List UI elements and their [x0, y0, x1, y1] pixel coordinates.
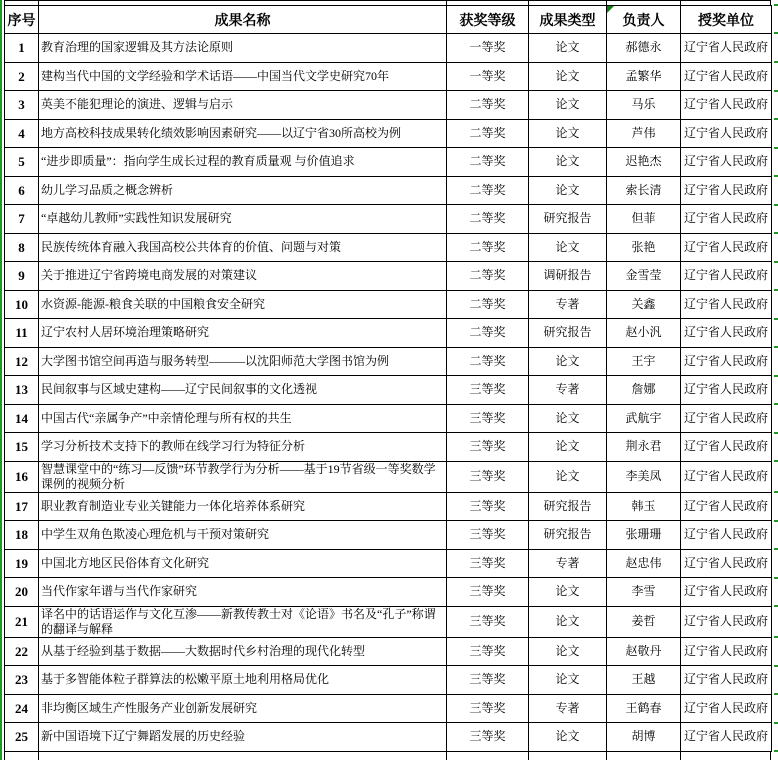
awarding-unit[interactable]: 辽宁省人民政府 [681, 176, 772, 205]
result-type[interactable]: 论文 [529, 666, 607, 695]
result-type[interactable]: 论文 [529, 461, 607, 492]
table-row [5, 521, 772, 550]
result-type[interactable]: 论文 [529, 176, 607, 205]
gridline-tick [774, 460, 778, 462]
result-title[interactable]: 辽宁农村人居环境治理策略研究 [39, 319, 447, 348]
gridline-tick [774, 261, 778, 263]
error-indicator-icon [607, 6, 614, 13]
gridline-tick [774, 665, 778, 667]
award-level[interactable]: 二等奖 [447, 319, 529, 348]
header-awarding-unit[interactable]: 授奖单位 [681, 6, 772, 34]
awarding-unit[interactable]: 辽宁省人民政府 [681, 205, 772, 234]
leader-name[interactable]: 马乐 [607, 91, 681, 120]
header-row [5, 6, 772, 34]
result-type[interactable]: 专著 [529, 290, 607, 319]
awarding-unit[interactable]: 辽宁省人民政府 [681, 492, 772, 521]
table-row [5, 347, 772, 376]
award-level[interactable]: 三等奖 [447, 723, 529, 752]
result-title[interactable]: 英美不能犯理论的演进、逻辑与启示 [39, 91, 447, 120]
row-number[interactable]: 9 [5, 262, 39, 291]
column-border-stub-bottom [446, 752, 447, 760]
award-level[interactable]: 二等奖 [447, 148, 529, 177]
result-title[interactable]: 中国北方地区民俗体育文化研究 [39, 549, 447, 578]
row-number[interactable]: 5 [5, 148, 39, 177]
table-row [5, 119, 772, 148]
awarding-unit[interactable]: 辽宁省人民政府 [681, 262, 772, 291]
row-number[interactable]: 3 [5, 91, 39, 120]
gridline-tick [774, 32, 778, 34]
awarding-unit[interactable]: 辽宁省人民政府 [681, 34, 772, 63]
column-border-stub-bottom [680, 752, 681, 760]
award-level[interactable]: 二等奖 [447, 176, 529, 205]
result-type[interactable]: 调研报告 [529, 262, 607, 291]
table-row [5, 461, 772, 492]
leader-name[interactable]: 赵敬丹 [607, 637, 681, 666]
result-title[interactable]: 中国古代“亲属争产”中亲情伦理与所有权的共生 [39, 404, 447, 433]
gridline-tick [774, 722, 778, 724]
awarding-unit[interactable]: 辽宁省人民政府 [681, 91, 772, 120]
result-type[interactable]: 专著 [529, 376, 607, 405]
row-number[interactable]: 1 [5, 34, 39, 63]
table-row [5, 578, 772, 607]
result-title[interactable]: “卓越幼儿教师”实践性知识发展研究 [39, 205, 447, 234]
gridline-tick [774, 548, 778, 550]
leader-name[interactable]: 王宇 [607, 347, 681, 376]
result-type[interactable]: 论文 [529, 404, 607, 433]
leader-name[interactable]: 荆永君 [607, 433, 681, 462]
award-level[interactable]: 三等奖 [447, 606, 529, 637]
award-level[interactable]: 三等奖 [447, 376, 529, 405]
row-number[interactable]: 25 [5, 723, 39, 752]
leader-name[interactable]: 赵小汎 [607, 319, 681, 348]
table-row [5, 606, 772, 637]
result-title[interactable]: 民间叙事与区域史建构——辽宁民间叙事的文化透视 [39, 376, 447, 405]
award-level[interactable]: 三等奖 [447, 666, 529, 695]
gridline-tick [774, 147, 778, 149]
result-title[interactable]: 教育治理的国家逻辑及其方法论原则 [39, 34, 447, 63]
row-number[interactable]: 6 [5, 176, 39, 205]
gridline-tick [774, 318, 778, 320]
gridline-tick [774, 4, 778, 6]
result-title[interactable]: 中学生双角色欺凌心理危机与干预对策研究 [39, 521, 447, 550]
row-number[interactable]: 10 [5, 290, 39, 319]
result-type[interactable]: 论文 [529, 119, 607, 148]
column-border-stub-bottom [4, 752, 5, 760]
leader-name[interactable]: 韩玉 [607, 492, 681, 521]
result-title[interactable]: 非均衡区域生产性服务产业创新发展研究 [39, 694, 447, 723]
left-gridline [0, 0, 2, 760]
awarding-unit[interactable]: 辽宁省人民政府 [681, 578, 772, 607]
leader-name[interactable]: 张艳 [607, 233, 681, 262]
gridline-tick [774, 693, 778, 695]
result-title[interactable]: 从基于经验到基于数据——大数据时代乡村治理的现代化转型 [39, 637, 447, 666]
award-level[interactable]: 二等奖 [447, 91, 529, 120]
leader-name[interactable]: 芦伟 [607, 119, 681, 148]
leader-name[interactable]: 张珊珊 [607, 521, 681, 550]
column-border-stub-top [4, 0, 5, 5]
column-border-stub-bottom [770, 752, 771, 760]
result-type[interactable]: 论文 [529, 723, 607, 752]
gridline-tick [774, 118, 778, 120]
awarding-unit[interactable]: 辽宁省人民政府 [681, 319, 772, 348]
row-number[interactable]: 17 [5, 492, 39, 521]
awarding-unit[interactable]: 辽宁省人民政府 [681, 461, 772, 492]
gridline-tick [774, 375, 778, 377]
header-result-type[interactable]: 成果类型 [529, 6, 607, 34]
table-row [5, 290, 772, 319]
result-type[interactable]: 论文 [529, 34, 607, 63]
header-result-title[interactable]: 成果名称 [39, 6, 447, 34]
row-number[interactable]: 16 [5, 461, 39, 492]
result-title[interactable]: 建构当代中国的文学经验和学术话语——中国当代文学史研究70年 [39, 62, 447, 91]
table-row [5, 549, 772, 578]
result-type[interactable]: 论文 [529, 433, 607, 462]
gridline-tick [774, 605, 778, 607]
row-number[interactable]: 13 [5, 376, 39, 405]
result-type[interactable]: 论文 [529, 91, 607, 120]
table-row [5, 176, 772, 205]
result-type[interactable]: 研究报告 [529, 319, 607, 348]
awarding-unit[interactable]: 辽宁省人民政府 [681, 119, 772, 148]
column-border-stub-top [770, 0, 771, 5]
row-number[interactable]: 24 [5, 694, 39, 723]
result-title[interactable]: 基于多智能体粒子群算法的松嫩平原土地利用格局优化 [39, 666, 447, 695]
leader-name[interactable]: 赵忠伟 [607, 549, 681, 578]
leader-name[interactable]: 武航宇 [607, 404, 681, 433]
awarding-unit[interactable]: 辽宁省人民政府 [681, 723, 772, 752]
table-row [5, 262, 772, 291]
gridline-tick [774, 204, 778, 206]
result-title[interactable]: “进步即质量”：指向学生成长过程的教育质量观 与价值追求 [39, 148, 447, 177]
result-type[interactable]: 研究报告 [529, 521, 607, 550]
result-title[interactable]: 地方高校科技成果转化绩效影响因素研究——以辽宁省30所高校为例 [39, 119, 447, 148]
table-row [5, 492, 772, 521]
column-border-stub-top [680, 0, 681, 5]
table-row [5, 319, 772, 348]
row-number[interactable]: 7 [5, 205, 39, 234]
column-border-stub-bottom [38, 752, 39, 760]
table-row [5, 205, 772, 234]
table-row [5, 91, 772, 120]
gridline-tick [774, 491, 778, 493]
award-level[interactable]: 三等奖 [447, 433, 529, 462]
table-row [5, 62, 772, 91]
awarding-unit[interactable]: 辽宁省人民政府 [681, 549, 772, 578]
column-border-stub-top [606, 0, 607, 5]
award-level[interactable]: 二等奖 [447, 205, 529, 234]
header-award-level[interactable]: 获奖等级 [447, 6, 529, 34]
table-row [5, 666, 772, 695]
gridline-tick [774, 750, 778, 752]
result-type[interactable]: 论文 [529, 637, 607, 666]
leader-name[interactable]: 詹娜 [607, 376, 681, 405]
table-row [5, 723, 772, 752]
column-border-stub-bottom [528, 752, 529, 760]
award-level[interactable]: 一等奖 [447, 62, 529, 91]
header-leader[interactable]: 负责人 [607, 6, 681, 34]
awarding-unit[interactable]: 辽宁省人民政府 [681, 521, 772, 550]
award-level[interactable]: 二等奖 [447, 290, 529, 319]
row-number[interactable]: 18 [5, 521, 39, 550]
table-row [5, 404, 772, 433]
award-level[interactable]: 三等奖 [447, 461, 529, 492]
row-number[interactable]: 23 [5, 666, 39, 695]
award-level[interactable]: 三等奖 [447, 578, 529, 607]
gridline-tick [774, 577, 778, 579]
awarding-unit[interactable]: 辽宁省人民政府 [681, 433, 772, 462]
gridline-tick [774, 175, 778, 177]
awarding-unit[interactable]: 辽宁省人民政府 [681, 666, 772, 695]
awarding-unit[interactable]: 辽宁省人民政府 [681, 62, 772, 91]
gridline-tick [774, 636, 778, 638]
result-type[interactable]: 研究报告 [529, 205, 607, 234]
award-level[interactable]: 三等奖 [447, 492, 529, 521]
header-number[interactable]: 序号 [5, 6, 39, 34]
result-title[interactable]: 水资源-能源-粮食关联的中国粮食安全研究 [39, 290, 447, 319]
table-row [5, 34, 772, 63]
row-number[interactable]: 4 [5, 119, 39, 148]
award-level[interactable]: 三等奖 [447, 404, 529, 433]
row-number[interactable]: 12 [5, 347, 39, 376]
result-title[interactable]: 新中国语境下辽宁舞蹈发展的历史经验 [39, 723, 447, 752]
row-number[interactable]: 2 [5, 62, 39, 91]
result-title[interactable]: 幼儿学习品质之概念辨析 [39, 176, 447, 205]
gridline-tick [774, 346, 778, 348]
leader-name[interactable]: 索长清 [607, 176, 681, 205]
awarding-unit[interactable]: 辽宁省人民政府 [681, 694, 772, 723]
result-type[interactable]: 专著 [529, 694, 607, 723]
result-type[interactable]: 论文 [529, 148, 607, 177]
results-body [5, 34, 772, 752]
result-title[interactable]: 职业教育制造业专业关键能力一体化培养体系研究 [39, 492, 447, 521]
table-row [5, 148, 772, 177]
gridline-tick [774, 520, 778, 522]
result-title[interactable]: 关于推进辽宁省跨境电商发展的对策建议 [39, 262, 447, 291]
award-level[interactable]: 一等奖 [447, 34, 529, 63]
award-level[interactable]: 三等奖 [447, 549, 529, 578]
result-type[interactable]: 论文 [529, 233, 607, 262]
gridline-tick [774, 90, 778, 92]
row-number[interactable]: 22 [5, 637, 39, 666]
award-level[interactable]: 二等奖 [447, 233, 529, 262]
leader-name[interactable]: 姜哲 [607, 606, 681, 637]
result-title[interactable]: 当代作家年谱与当代作家研究 [39, 578, 447, 607]
result-type[interactable]: 论文 [529, 347, 607, 376]
awarding-unit[interactable]: 辽宁省人民政府 [681, 148, 772, 177]
top-row-border [4, 0, 771, 1]
leader-name[interactable]: 迟艳杰 [607, 148, 681, 177]
leader-name[interactable]: 李雪 [607, 578, 681, 607]
row-number[interactable]: 20 [5, 578, 39, 607]
leader-name[interactable]: 金雪莹 [607, 262, 681, 291]
gridline-tick [774, 61, 778, 63]
result-type[interactable]: 论文 [529, 578, 607, 607]
awarding-unit[interactable]: 辽宁省人民政府 [681, 347, 772, 376]
awarding-unit[interactable]: 辽宁省人民政府 [681, 376, 772, 405]
leader-name[interactable]: 郝德永 [607, 34, 681, 63]
leader-name[interactable]: 胡博 [607, 723, 681, 752]
award-level[interactable]: 三等奖 [447, 637, 529, 666]
leader-name[interactable]: 孟繁华 [607, 62, 681, 91]
awarding-unit[interactable]: 辽宁省人民政府 [681, 404, 772, 433]
awards-table [4, 5, 772, 752]
result-title[interactable]: 学习分析技术支持下的教师在线学习行为特征分析 [39, 433, 447, 462]
result-title[interactable]: 大学图书馆空间再造与服务转型———以沈阳师范大学图书馆为例 [39, 347, 447, 376]
leader-name[interactable]: 李美凤 [607, 461, 681, 492]
awarding-unit[interactable]: 辽宁省人民政府 [681, 290, 772, 319]
table-row [5, 233, 772, 262]
leader-name[interactable]: 关鑫 [607, 290, 681, 319]
row-number[interactable]: 19 [5, 549, 39, 578]
leader-name[interactable]: 王越 [607, 666, 681, 695]
leader-name[interactable]: 但菲 [607, 205, 681, 234]
award-level[interactable]: 二等奖 [447, 347, 529, 376]
result-type[interactable]: 论文 [529, 606, 607, 637]
column-border-stub-top [38, 0, 39, 5]
result-title[interactable]: 译名中的话语运作与文化互渗——新教传教士对《论语》书名及“孔子”称谓的翻译与解释 [39, 606, 447, 637]
column-border-stub-top [446, 0, 447, 5]
gridline-tick [774, 403, 778, 405]
award-level[interactable]: 二等奖 [447, 262, 529, 291]
result-type[interactable]: 专著 [529, 549, 607, 578]
row-number[interactable]: 15 [5, 433, 39, 462]
column-border-stub-bottom [606, 752, 607, 760]
table-row [5, 376, 772, 405]
table-row [5, 694, 772, 723]
award-level[interactable]: 三等奖 [447, 694, 529, 723]
awarding-unit[interactable]: 辽宁省人民政府 [681, 606, 772, 637]
table-row [5, 637, 772, 666]
row-number[interactable]: 21 [5, 606, 39, 637]
result-title[interactable]: 民族传统体育融入我国高校公共体育的价值、问题与对策 [39, 233, 447, 262]
gridline-tick [774, 432, 778, 434]
table-row [5, 433, 772, 462]
result-type[interactable]: 研究报告 [529, 492, 607, 521]
leader-name[interactable]: 王鹤春 [607, 694, 681, 723]
gridline-tick [774, 232, 778, 234]
award-level[interactable]: 二等奖 [447, 119, 529, 148]
result-type[interactable]: 论文 [529, 62, 607, 91]
awarding-unit[interactable]: 辽宁省人民政府 [681, 637, 772, 666]
gridline-tick [774, 289, 778, 291]
column-border-stub-top [528, 0, 529, 5]
row-number[interactable]: 11 [5, 319, 39, 348]
awarding-unit[interactable]: 辽宁省人民政府 [681, 233, 772, 262]
award-level[interactable]: 三等奖 [447, 521, 529, 550]
result-title[interactable]: 智慧课堂中的“练习—反馈”环节教学行为分析——基于19节省级一等奖数学课例的视频分析 [39, 461, 447, 492]
row-number[interactable]: 8 [5, 233, 39, 262]
row-number[interactable]: 14 [5, 404, 39, 433]
